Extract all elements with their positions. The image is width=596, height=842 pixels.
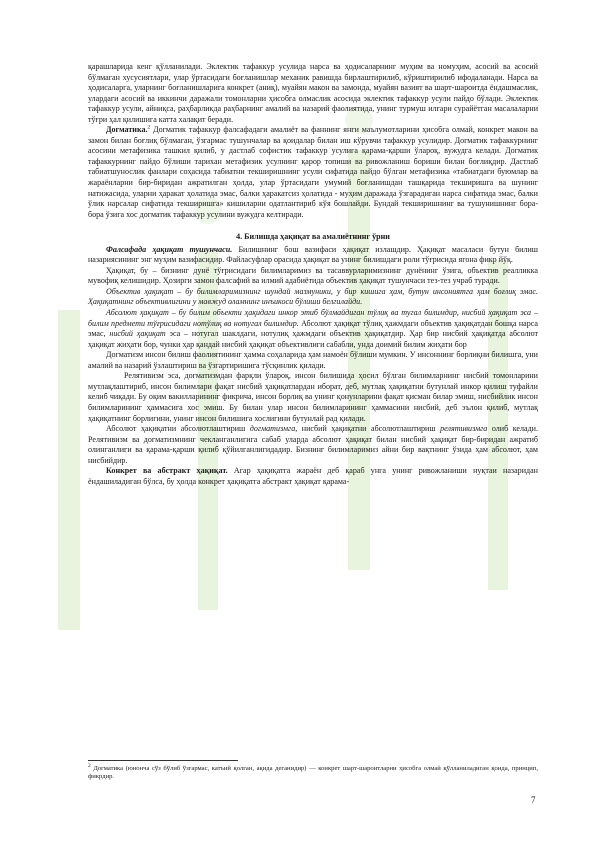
- section-heading: 4. Билишда ҳақиқат ва амалиётнинг ўрни: [236, 232, 390, 242]
- absolutization-text-a: Абсолют ҳақиқатни абсолютлаштириш: [106, 424, 250, 434]
- absolute-truth-text-a: Абсолют ҳақиқат тўлиқ ҳажмдаги объектив ҳақиқатдан бошқа нарса эмас,: [88, 318, 539, 339]
- footnote-ref: 2: [147, 124, 151, 131]
- footnote: [88, 762, 538, 782]
- relativism-italic: релятивизмга: [440, 424, 488, 434]
- term-truth-concept: Фалсафада ҳақиқат тушунчаси.: [106, 244, 233, 254]
- paragraph-objective-truth: Объектив ҳақиқат – бу билимларимизнинг шундай мазмуники, у бир кишига ҳам, бутун инсониятга ҳам боғлиқ эмас. Ҳақиқатнинг объективлигини у мавжуд оламнинг инъикоси бўлиши белгилайди.: [88, 286, 538, 307]
- concrete-abstract-text: Агар ҳақиқатга жараён деб қараб унга унинг ривожланиши нуқтаи назаридан ёндашиладиган бўлса, бу ҳолда конкрет ҳақиқатга абстракт ҳақиқат қарама-: [88, 466, 538, 486]
- absolute-truth-text-b: эса – нотугал шаклдаги, нотулиқ ҳажмдаги объектив ҳақиқатдир. Ҳар бир нисбий ҳақиқатда абсолют ҳақиқат жиҳати бор, чунки ҳар қандай нисбий ҳақиқат объективлиги сабабли, унда доимий билим жиҳати бор: [88, 329, 538, 349]
- truth-concept-text: Билишнинг бош вазифаси ҳақиқат излашдир. Ҳақиқат масаласи бутун билиш назариясининг энг муҳим вазифасидир. Файласуфлар орасида ҳақиқат ва унинг билишдаги роли тўғрисида ягона фикр йўқ.: [88, 244, 539, 265]
- paragraph-concrete-abstract: [88, 466, 538, 487]
- paragraph-eclectic: қарашларида кенг қўлланилади. Эклектик тафаккур усулида нарса ва ҳодисаларнинг муҳим ва номуҳим, асосий ва асосий бўлмаган хусусиятлари, улар ўртасидаги боғланишлар механик равишда бирлаштирилиб, кўриштирилиб ифодаланади. Нарса ва ҳодисаларга, уларнинг боғланишларига конкрет (аниқ), муайян макон ва замонда, муайян вазият ва шарт-шароитда ёндашмаслик, улардаги асосий ва иккинчи даражали томонларни ҳисобга олмаслик асосида эклектик тафаккур усули пайдо бўлади. Эклектик тафаккур усули, айниқса, раҳбарликда раҳбарнинг амалий ва назарий фаолиятида, унинг турмуш илғари сурайётган масалаларни тўғри ҳал қилишига катта халақит беради.: [88, 62, 538, 124]
- paragraph-absolute-truth: [88, 308, 538, 350]
- dogmatism-italic: догматизмга: [249, 424, 296, 434]
- term-dogmatics: Догматика.: [106, 125, 148, 135]
- absolutization-text-b: , нисбий ҳақиқатни абсолютлаштириш: [295, 424, 441, 434]
- paragraph-absolutization: [88, 424, 538, 466]
- paragraph-dogmatism: Догматизм инсон билиш фаолиятининг ҳамма соҳаларида ҳам намоён бўлиши мумкин. У инсоннинг борлиқни билишга, уни амалий ва назарий ўзлаштириш ва ўзгартиришига тўсқинлик қилади.: [88, 350, 538, 370]
- dogmatics-text: Догматик тафаккур фалсафадаги амалиёт ва фаннинг янги маълумотларини ҳисобга олмай, конкрет макон ва замон билан боғлиқ бўлмаган, ўзгармас тушунчалар ва қоидалар билан иш кўрувчи тафаккур усулидир. Догматик тафаккурнинг асосини метафизика ташкил қилиб, у дастлаб софистик тафаккур усулига қарама-қарши ўлароқ, вужудга келади. Догматик тафаккурнинг пайдо бўлиши тарихан метафизик усулнинг қарор топиши ва ривожланиш бориши билан боғлиқдир. Дастлаб табиатшунослик фанлари соҳасида табиатни текширишнинг усули сифатида пайдо бўлган метафизика «табиатдаги буюмлар ва жараёнларни бир-биридан ажратилган ҳолда, улар ўртасидаги умумий боғланишдан ташқарида текширишга ва шунинг натижасида, уларни ҳаракат ҳолатида эмас, балки ҳаракатсиз ҳолатида - муҳим даражада ўзгарадиган нарса сифатида эмас, балки ўлик нарсалар сифатида текширишга» кишиларни одатлантириб кўя бошлайди. Бундай текширишнинг ва тушунишнинг бора-бора ўзига хос догматик тафаккур усулини вужудга келтиради.: [88, 125, 538, 219]
- absolutization-text-c: олиб келади. Релятивизм ва догматизмнинг чекланганлигига сабаб уларда абсолют ҳақиқат билан нисбий ҳақиқат бир-биридан ажратиб олинганлиги ва қарама-қарши қилиб қўйилганлигидадир. Бизнинг билимларимиз айни бир вақтнинг ўзида ҳам абсолют, ҳам нисбийдир.: [88, 424, 538, 465]
- footnote-number: 2: [88, 762, 91, 769]
- paragraph-dogmatics: [88, 125, 538, 220]
- relative-truth-italic: нисбий ҳақиқат: [109, 329, 166, 339]
- footnote-divider: [88, 760, 238, 761]
- term-concrete-abstract: Конкрет ва абстракт ҳақиқат.: [106, 466, 228, 476]
- paragraph-relativism: Релятивизм эса, догматизмдан фарқли ўлароқ, инсон билишида ҳосил бўлган билимларнинг нисбий томонларини мутлақлаштириб, инсон билимлари фақат нисбий ҳақиқатлардан иборат, деб, мутлақ ҳақиқатни бутунлай инкор қилиш туфайли келиб чиқади. Бу оқим вакилларининг фикрича, инсон борлиқ ва унинг қонунларини фақат қисман билар эмиш, нисбийлик инсон билимларининг ҳаммасига хос эмиш. Бу билан улар инсон билимларининг ҳаммасини нисбий, деб эълон қилиб, мутлақ ҳақиқатнинг борлигини, унинг инсон билишига хослигини бутунлай рад қилади.: [88, 371, 538, 423]
- absolute-truth-italic: Абсолют ҳақиқат – бу билим объекти ҳақидаги инкор этиб бўлмайдиган тўлиқ ва тугал билимдир, нисбий ҳақиқат эса – билим предмети тўғрисидаги нотўлиқ ва нотугал билимдир.: [88, 308, 538, 328]
- paragraph-truth-concept: [88, 245, 538, 266]
- page-number: 7: [531, 795, 536, 805]
- paragraph-truth-definition: Ҳақиқат, бу – бизнинг дунё тўғрисидаги билимларимиз ва тасаввурларимизнинг дунёнинг ўзига, объектив реалликка мувофиқ келишидир. Ҳозирги замон фалсафий ва илмий адабиётида объектив ҳақиқат тушунчаси тез-тез учраб туради.: [88, 265, 538, 286]
- document-body: [88, 62, 538, 487]
- footnote-text: Догматика (юнонча сўз бўлиб ўзгармас, катъий қолган, ақида деганидир) — конкрет шарт-шароитларни ҳисобга олмай қўлланиладиган қоида, принцип, фикрдир.: [88, 765, 538, 781]
